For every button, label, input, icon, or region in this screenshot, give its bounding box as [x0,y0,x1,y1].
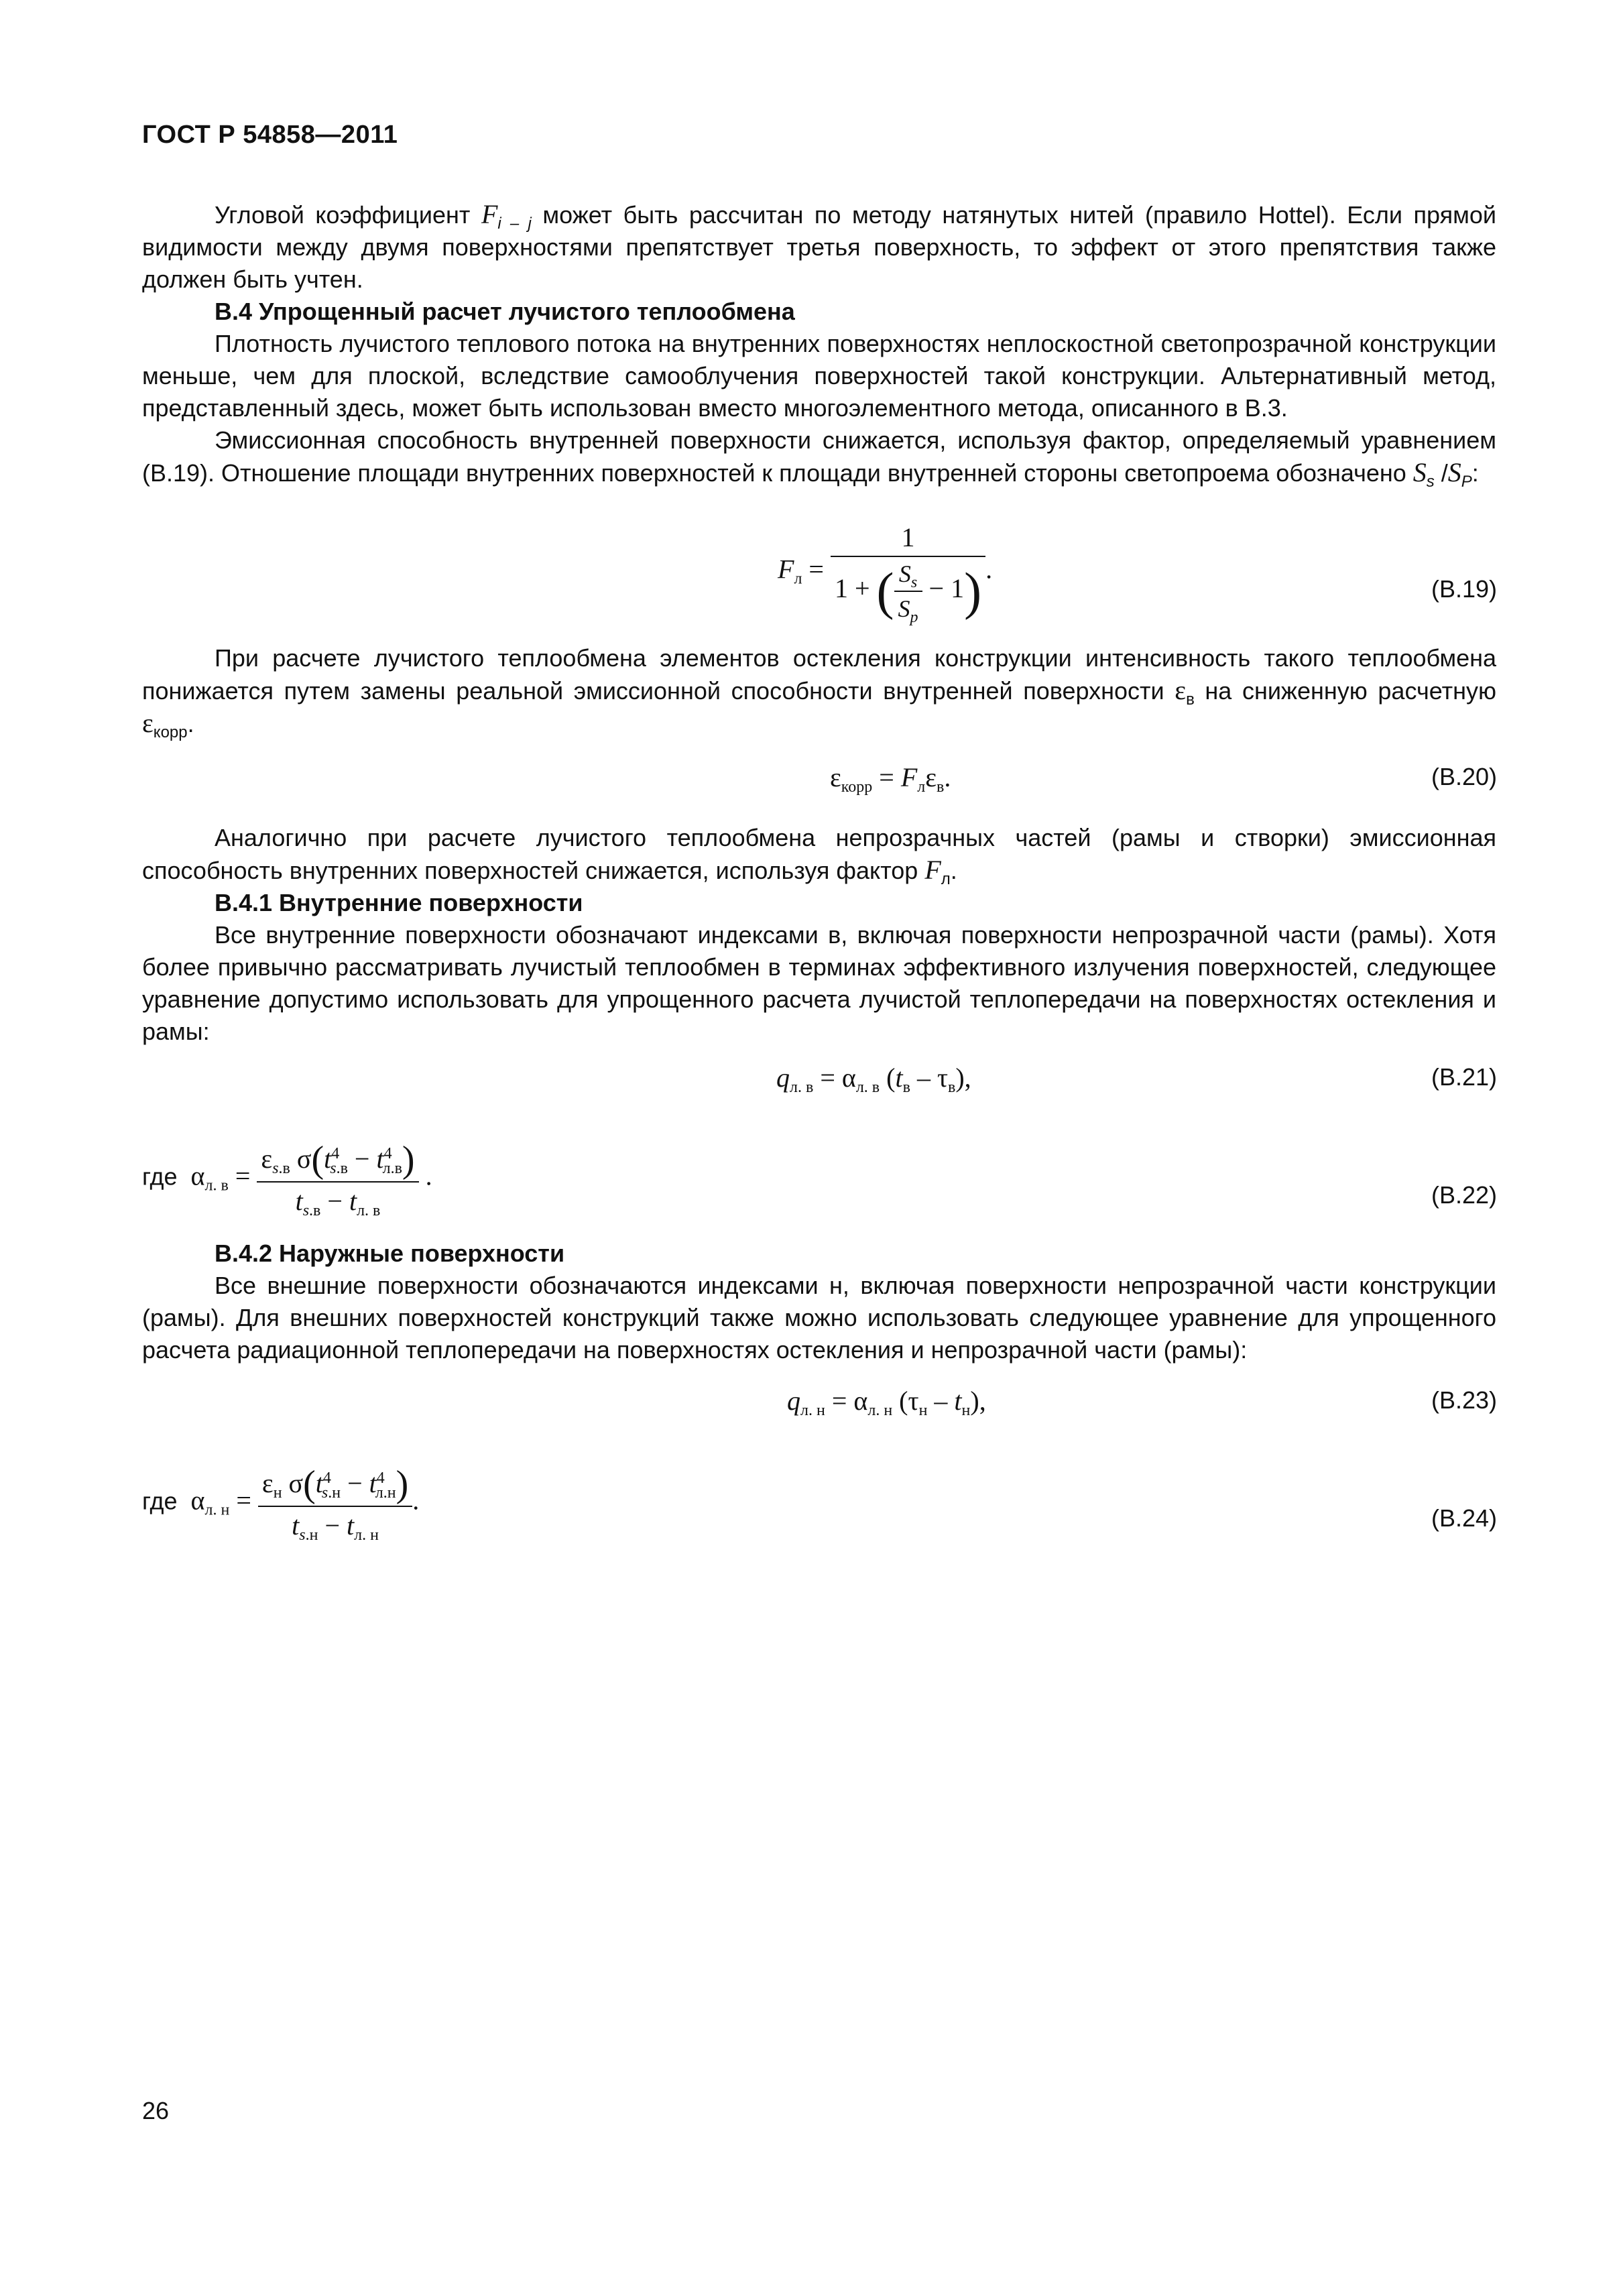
paragraph-external-surfaces: Все внешние поверхности обозначаются индексами н, включая поверхности непрозрачной части конструкции (рамы). Для внешних поверхностей конструкций также можно использовать следующее уравнение для упрощенного расчета радиационной теплопередачи на поверхностях остекления и непрозрачной части (рамы): [142,1272,1496,1364]
text-block-3 [142,822,1496,1048]
paragraph-radiant-flux: Плотность лучистого теплового потока на внутренних поверхностях неплоскостной светопрозрачной конструкции меньше, чем для плоской, вследствие самооблучения поверхностей такой конструкции. Альтернативный метод, представленный здесь, может быть использован вместо многоэлементного метода, описанного в В.3. [142,330,1496,422]
equation-number-b19: (В.19) [1431,575,1497,603]
paragraph-emissivity: Эмиссионная способность внутренней поверхности снижается, используя фактор, определяемый уравнением (В.19). Отношение площади внутренних поверхностей к площади внутренней стороны светопроема обозначено $S_s$ $/S_P$: [142,426,1496,491]
formula-b21: $q_{л. в} = \alpha_{л. в}$ $(t_в - \tau_в)$, [776,1063,971,1096]
formula-b20: $\varepsilon_{корр} = F_л\varepsilon_в$. [830,762,951,796]
equation-number-b22: (В.22) [1431,1181,1497,1209]
equation-number-b24: (В.24) [1431,1504,1497,1532]
formula-b23: $q_{л. н} = \alpha_{л. н}$ $(\tau_н - t_н)$, [787,1386,986,1419]
section-heading-b4: В.4 Упрощенный расчет лучистого теплообмена [215,298,795,325]
where-label: где [142,1162,178,1191]
text-block-1 [142,198,1496,489]
section-heading-b42: В.4.2 Наружные поверхности [215,1240,565,1267]
equation-number-b21: (В.21) [1431,1063,1497,1091]
equation-number-b23: (В.23) [1431,1386,1497,1414]
formula-b19: $F_л$ = 1 1 + ( $\frac{S_s}{S_p}$ − 1) . [778,522,993,626]
document-header: ГОСТ Р 54858—2011 [142,121,398,149]
formula-b22: где $\alpha_{л. в}$ = $\frac{\varepsilon_{s.в} \sigma(t^4_{s.в} - t^4_{л.в})}{t_{s.в} - t_{л. в}}$ . [142,1139,432,1219]
paragraph-opaque-parts: Аналогично при расчете лучистого теплообмена непрозрачных частей (рамы и створки) эмиссионная способность внутренних поверхностей снижается, используя фактор $F_л$. [142,824,1496,888]
where-label: где [142,1487,178,1515]
paragraph-internal-surfaces: Все внутренние поверхности обозначают индексами в, включая поверхности непрозрачной части (рамы). Хотя более привычно рассматривать лучистый теплообмен в терминах эффективного излучения поверхностей, следующее уравнение допустимо использовать для упрощенного расчета лучистой теплопередачи на поверхностях остекления и рамы: [142,921,1496,1045]
paragraph-angular-coefficient: Угловой коэффициент $F_{i - j}$ может быть рассчитан по методу натянутых нитей (правило Hottel). Если прямой видимости между двумя поверхностями препятствует третья поверхность, то эффект от этого препятствия также должен быть учтен. [142,199,1496,293]
equation-number-b20: (В.20) [1431,763,1497,790]
text-block-4 [142,1237,1496,1366]
page-number: 26 [142,2097,170,2124]
formula-b24: где $\alpha_{л. н}$ = $\frac{\varepsilon_н \sigma(t^4_{s.н} - t^4_{л.н})}{t_{s.н} - t_{л. н}}$ . [142,1463,420,1544]
paragraph-glazing-emissivity: При расчете лучистого теплообмена элементов остекления конструкции интенсивность такого теплообмена понижается путем замены реальной эмиссионной способности внутренней поверхности $\varepsilon_в$ на сниженную расчетную $\varepsilon_{корр}$. [142,644,1496,741]
section-heading-b41: В.4.1 Внутренние поверхности [215,889,583,916]
text-block-2 [142,642,1496,740]
